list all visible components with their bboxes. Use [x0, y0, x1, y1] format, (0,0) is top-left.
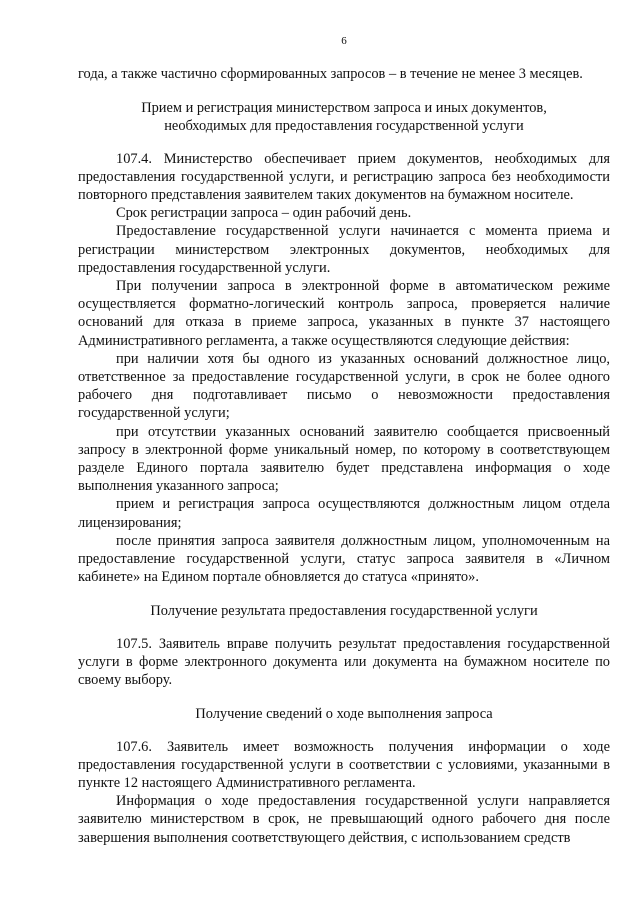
document-page [78, 34, 610, 847]
page-number: 6 [341, 35, 347, 47]
paragraph-107-4: 107.4. Министерство обеспечивает прием документов, необходимых для предоставления государственной услуги, и регистрацию запроса без необходимости повторного представления заявителем таких документов на бумажном носителе. [78, 150, 610, 204]
intro-text: года, а также частично сформированных запросов – в течение не менее 3 месяцев. [78, 66, 583, 82]
paragraph-registration-official: прием и регистрация запроса осуществляются должностным лицом отдела лицензирования; [78, 496, 610, 531]
paragraph-107-5: 107.5. Заявитель вправе получить результат предоставления государственной услуги в форме электронного документа или документа на бумажном носителе по своему выбору. [78, 635, 610, 689]
spacer [78, 586, 610, 602]
paragraph-107-6: 107.6. Заявитель имеет возможность получения информации о ходе предоставления государственной услуги в соответствии с условиями, указанными в пункте 12 настоящего Административного регламента. [78, 738, 610, 791]
spacer [78, 83, 610, 99]
paragraph-service-start: Предоставление государственной услуги начинается с момента приема и регистрации министерством электронных документов, необходимых для предоставления государственной услуги. [78, 223, 610, 276]
paragraph-grounds-absent: при отсутствии указанных оснований заявителю сообщается присвоенный запросу в электронной форме уникальный номер, по которому в соответствующем разделе Единого портала заявителю будет представлена информация о ходе выполнения указанного запроса; [78, 423, 610, 495]
paragraph-progress-info: Информация о ходе предоставления государственной услуги направляется заявителю министерством в срок, не превышающий одного рабочего дня после завершения выполнения соответствующего действия, с использованием средств [78, 793, 610, 846]
paragraph-registration-term: Срок регистрации запроса – один рабочий день. [116, 205, 412, 222]
section-heading-progress: Получение сведений о ходе выполнения запроса [195, 706, 493, 723]
section-heading-registration: Прием и регистрация министерством запроса и иных документов, необходимых для предоставления государственной услуги [141, 100, 547, 135]
paragraph-grounds-present: при наличии хотя бы одного из указанных оснований должностное лицо, ответственное за предоставление государственной услуги, в срок не более одного рабочего дня подготавливает письмо о невозможности предоставления государственной услуги; [78, 350, 610, 422]
paragraph-status-update: после принятия запроса заявителя должностным лицом, уполномоченным на предоставление государственной услуги, статус запроса заявителя в «Личном кабинете» на Едином портале обновляется до статуса «принято». [78, 532, 610, 586]
spacer [78, 136, 610, 150]
spacer [78, 724, 610, 738]
spacer [78, 689, 610, 705]
paragraph-electronic-control: При получении запроса в электронной форме в автоматическом режиме осуществляется форматно-логический контроль запроса, проверяется наличие оснований для отказа в приеме запроса, указанных в пункте 37 настоящего Административного регламента, а также осуществляются следующие действия: [78, 278, 610, 349]
section-heading-result: Получение результата предоставления государственной услуги [150, 603, 538, 620]
spacer [78, 621, 610, 635]
